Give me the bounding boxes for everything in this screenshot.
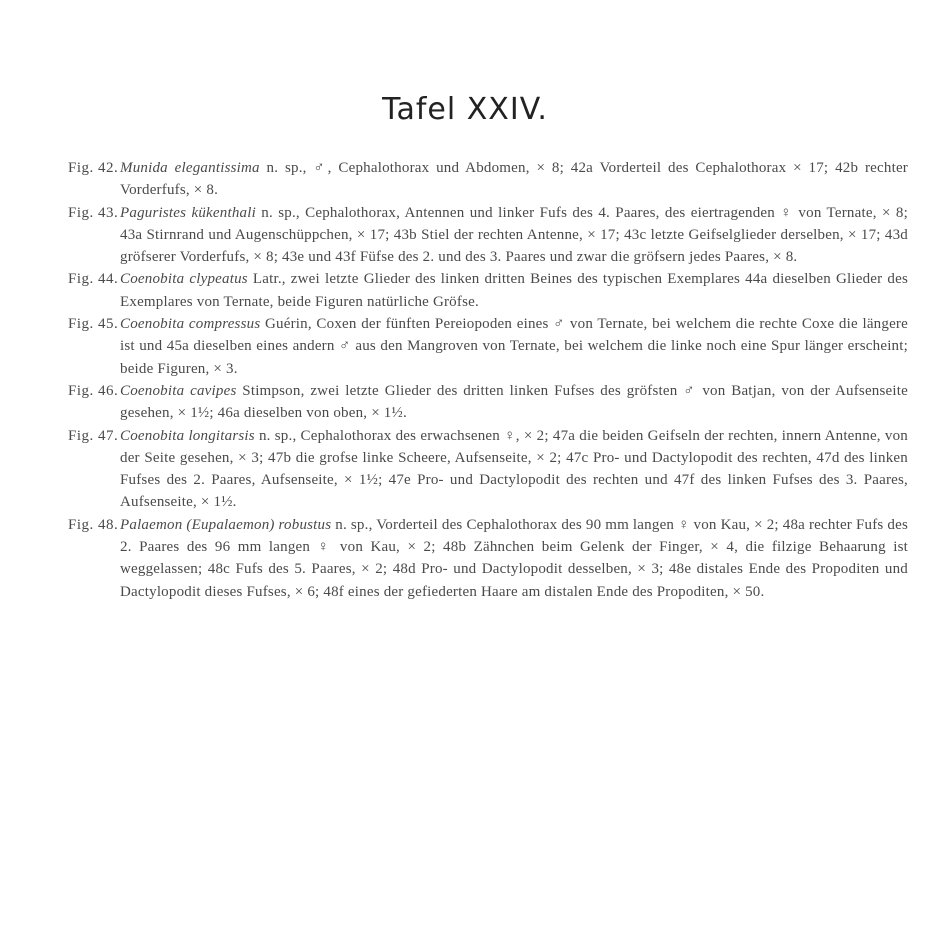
figure-caption-44 (68, 268, 908, 313)
species-name: Coenobita longitarsis (120, 427, 255, 444)
figure-description (120, 268, 908, 313)
figure-description (120, 425, 908, 514)
figure-caption-43 (68, 202, 908, 269)
figure-description (120, 202, 908, 269)
figure-description (120, 157, 908, 202)
species-name: Coenobita compressus (120, 316, 261, 333)
figure-caption-list (68, 157, 908, 603)
figure-number: Fig. 45. (68, 316, 119, 333)
figure-caption-47 (68, 425, 908, 514)
figure-caption-45 (68, 313, 908, 380)
figure-caption-46 (68, 380, 908, 425)
caption-text: Guérin, Coxen der fünften Pereiopoden eines ♂ von Ternate, bei welchem die rechte Coxe die längere ist und 45a dieselben eines andern ♂ aus den Mangroven von Ternate, bei welchem die linke noch eine Spur länger erscheint; beide Figuren, × 3. (120, 316, 908, 377)
species-name: Munida elegantissima (120, 160, 260, 176)
figure-number: Fig. 47. (68, 427, 119, 444)
figure-number: Fig. 46. (68, 382, 119, 399)
figure-number: Fig. 48. (68, 516, 119, 533)
figure-caption-48 (68, 514, 908, 603)
species-name: Coenobita cavipes (120, 382, 237, 399)
figure-description (120, 514, 908, 603)
figure-description (120, 313, 908, 380)
species-name: Paguristes kükenthali (120, 204, 256, 221)
caption-text: n. sp., ♂, Cephalothorax und Abdomen, × 8; 42a Vorderteil des Cephalothorax × 17; 42b rechter Vorderfufs, × 8. (120, 160, 909, 199)
plate-title: Tafel XXIV. (382, 92, 548, 127)
caption-text: Latr., zwei letzte Glieder des linken dritten Beines des typischen Exemplares 44a dieselben Glieder des Exemplares von Ternate, beide Figuren natürliche Gröfse. (120, 271, 908, 310)
figure-caption-42 (68, 157, 908, 202)
caption-text: n. sp., Vorderteil des Cephalothorax des 90 mm langen ♀ von Kau, × 2; 48a rechter Fufs des 2. Paares des 96 mm langen ♀ von Kau, × 2; 48b Zähnchen beim Gelenk der Finger, × 4, die filzige Behaarung ist weggelassen; 48c Fufs des 5. Paares, × 2; 48d Pro- und Dactylopodit desselben, × 3; 48e distales Ende des Propoditen und Dactylopodit dieses Fufses, × 6; 48f eines der gefiederten Haare am distalen Ende des Propoditen, × 50. (120, 516, 908, 600)
caption-text: n. sp., Cephalothorax, Antennen und linker Fufs des 4. Paares, des eiertragenden ♀ von Ternate, × 8; 43a Stirnrand und Augenschüppchen, × 17; 43b Stiel der rechten Antenne, × 17; 43c letzte Geifselglieder derselben, × 17; 43d gröfserer Vorderfufs, × 8; 43e und 43f Füfse des 2. und des 3. Paares und zwar die gröfsern jedes Paares, × 8. (120, 204, 908, 266)
species-name: Coenobita clypeatus (120, 271, 248, 288)
species-name: Palaemon (Eupalaemon) robustus (120, 516, 332, 533)
figure-number: Fig. 43. (68, 204, 119, 221)
caption-text: Stimpson, zwei letzte Glieder des dritten linken Fufses des gröfsten ♂ von Batjan, von der Aufsenseite gesehen, × 1½; 46a dieselben von oben, × 1½. (120, 382, 908, 422)
figure-number: Fig. 42. (68, 160, 119, 176)
caption-text: n. sp., Cephalothorax des erwachsenen ♀, × 2; 47a die beiden Geifseln der rechten, innern Antenne, von der Seite gesehen, × 3; 47b die grofse linke Scheere, Aufsenseite, × 2; 47c Pro- und Dactylopodit des rechten, 47d des linken Fufses des 2. Paares, Aufsenseite, × 1½; 47e Pro- und Dactylopodit des rechten und 47f des linken Fufses des 3. Paares, Aufsenseite, × 1½. (120, 427, 908, 511)
figure-description (120, 380, 908, 425)
figure-number: Fig. 44. (68, 271, 119, 288)
